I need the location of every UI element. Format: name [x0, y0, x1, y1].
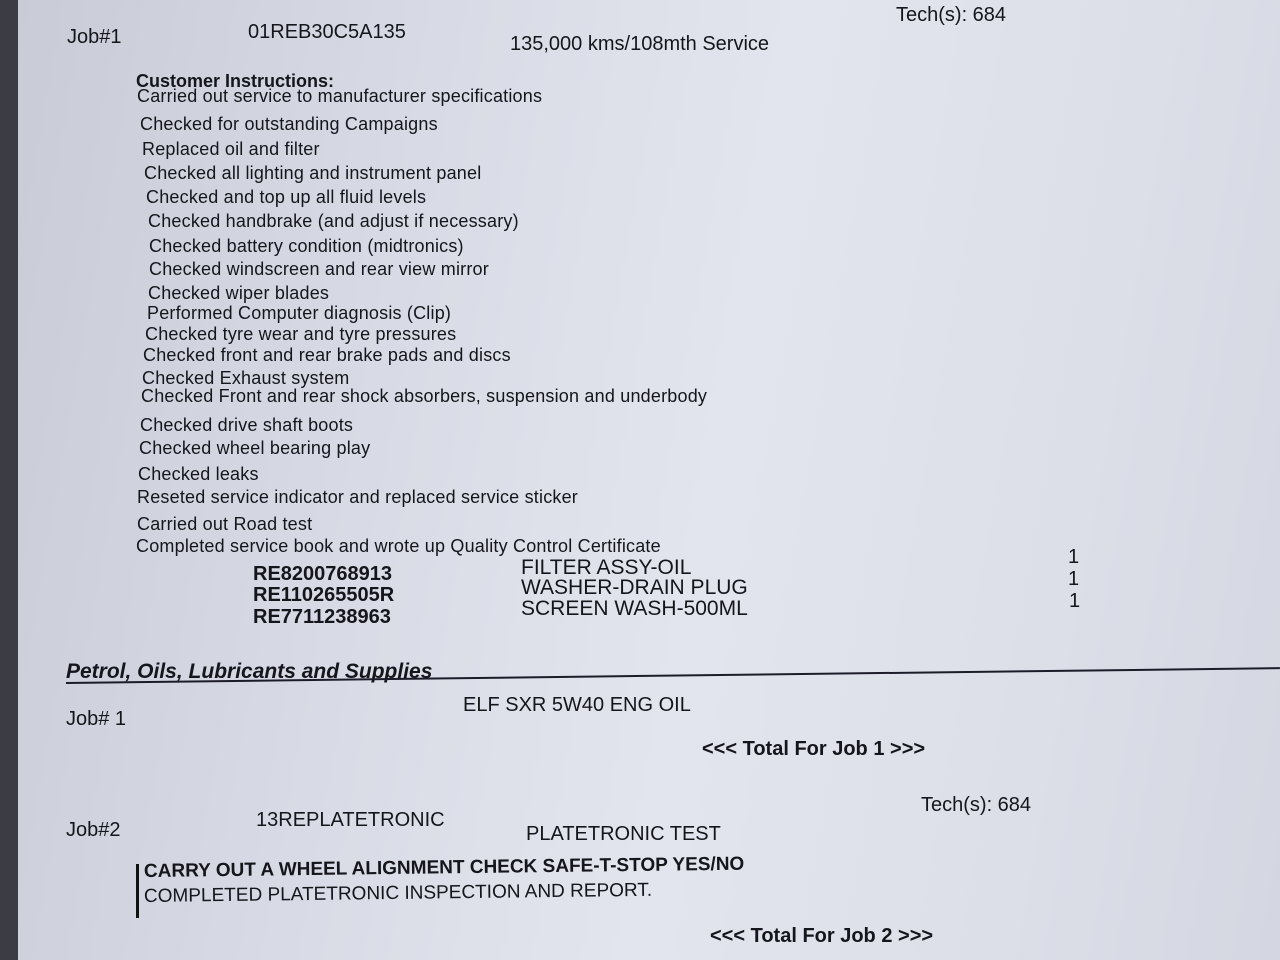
job1-label: Job#1 [67, 26, 122, 48]
instruction-item: Completed service book and wrote up Quality Control Certificate [136, 536, 661, 556]
instruction-item: Reseted service indicator and replaced service sticker [137, 487, 578, 507]
instruction-item: Checked windscreen and rear view mirror [149, 259, 489, 279]
supplies-job-label: Job# 1 [66, 708, 127, 730]
job2-service: PLATETRONIC TEST [526, 823, 721, 845]
job2-code: 13REPLATETRONIC [256, 809, 445, 831]
job2-tech: Tech(s): 684 [921, 794, 1032, 816]
part-qty: 1 [1068, 546, 1080, 568]
instruction-item: Replaced oil and filter [142, 139, 320, 159]
job2-label: Job#2 [66, 819, 121, 841]
instruction-item: Carried out service to manufacturer specifications [137, 86, 543, 106]
instruction-item: Checked wiper blades [148, 283, 330, 303]
job1-total: <<< Total For Job 1 >>> [702, 738, 926, 760]
instruction-item: Carried out Road test [137, 514, 313, 534]
instruction-item: Checked Exhaust system [142, 368, 350, 388]
job2-total: <<< Total For Job 2 >>> [710, 925, 934, 947]
instruction-item: Checked Front and rear shock absorbers, suspension and underbody [141, 386, 708, 406]
job2-note: COMPLETED PLATETRONIC INSPECTION AND REPORT. [143, 879, 653, 907]
part-number: RE7711238963 [253, 606, 391, 628]
part-qty: 1 [1068, 568, 1080, 590]
instruction-item: Checked and top up all fluid levels [146, 187, 427, 207]
part-description: SCREEN WASH-500ML [521, 597, 748, 620]
instruction-item: Checked all lighting and instrument panel [144, 163, 482, 183]
part-description: FILTER ASSY-OIL [521, 556, 692, 579]
instruction-item: Checked drive shaft boots [140, 415, 354, 435]
part-description: WASHER-DRAIN PLUG [521, 576, 748, 599]
instruction-item: Checked handbrake (and adjust if necessary) [148, 211, 519, 231]
part-number: RE8200768913 [253, 563, 393, 585]
note-bar [136, 864, 139, 918]
supplies-item: ELF SXR 5W40 ENG OIL [463, 694, 691, 716]
job1-service: 135,000 kms/108mth Service [510, 33, 770, 55]
service-invoice-page [18, 0, 1280, 960]
instruction-item: Checked for outstanding Campaigns [140, 114, 438, 134]
instruction-item: Checked tyre wear and tyre pressures [145, 324, 457, 344]
instructions-title: Customer Instructions: [136, 71, 335, 91]
job2-note: CARRY OUT A WHEEL ALIGNMENT CHECK SAFE-T-STOP YES/NO [143, 853, 745, 882]
job1-tech: Tech(s): 684 [896, 4, 1007, 26]
job1-code: 01REB30C5A135 [248, 21, 406, 43]
instruction-item: Checked battery condition (midtronics) [149, 236, 464, 256]
instruction-item: Performed Computer diagnosis (Clip) [147, 303, 452, 323]
instruction-item: Checked front and rear brake pads and discs [143, 345, 511, 365]
instruction-item: Checked wheel bearing play [139, 438, 371, 458]
part-qty: 1 [1069, 590, 1081, 612]
part-number: RE110265505R [253, 584, 395, 606]
supplies-section-title: Petrol, Oils, Lubricants and Supplies [66, 660, 433, 683]
instruction-item: Checked leaks [138, 464, 259, 484]
